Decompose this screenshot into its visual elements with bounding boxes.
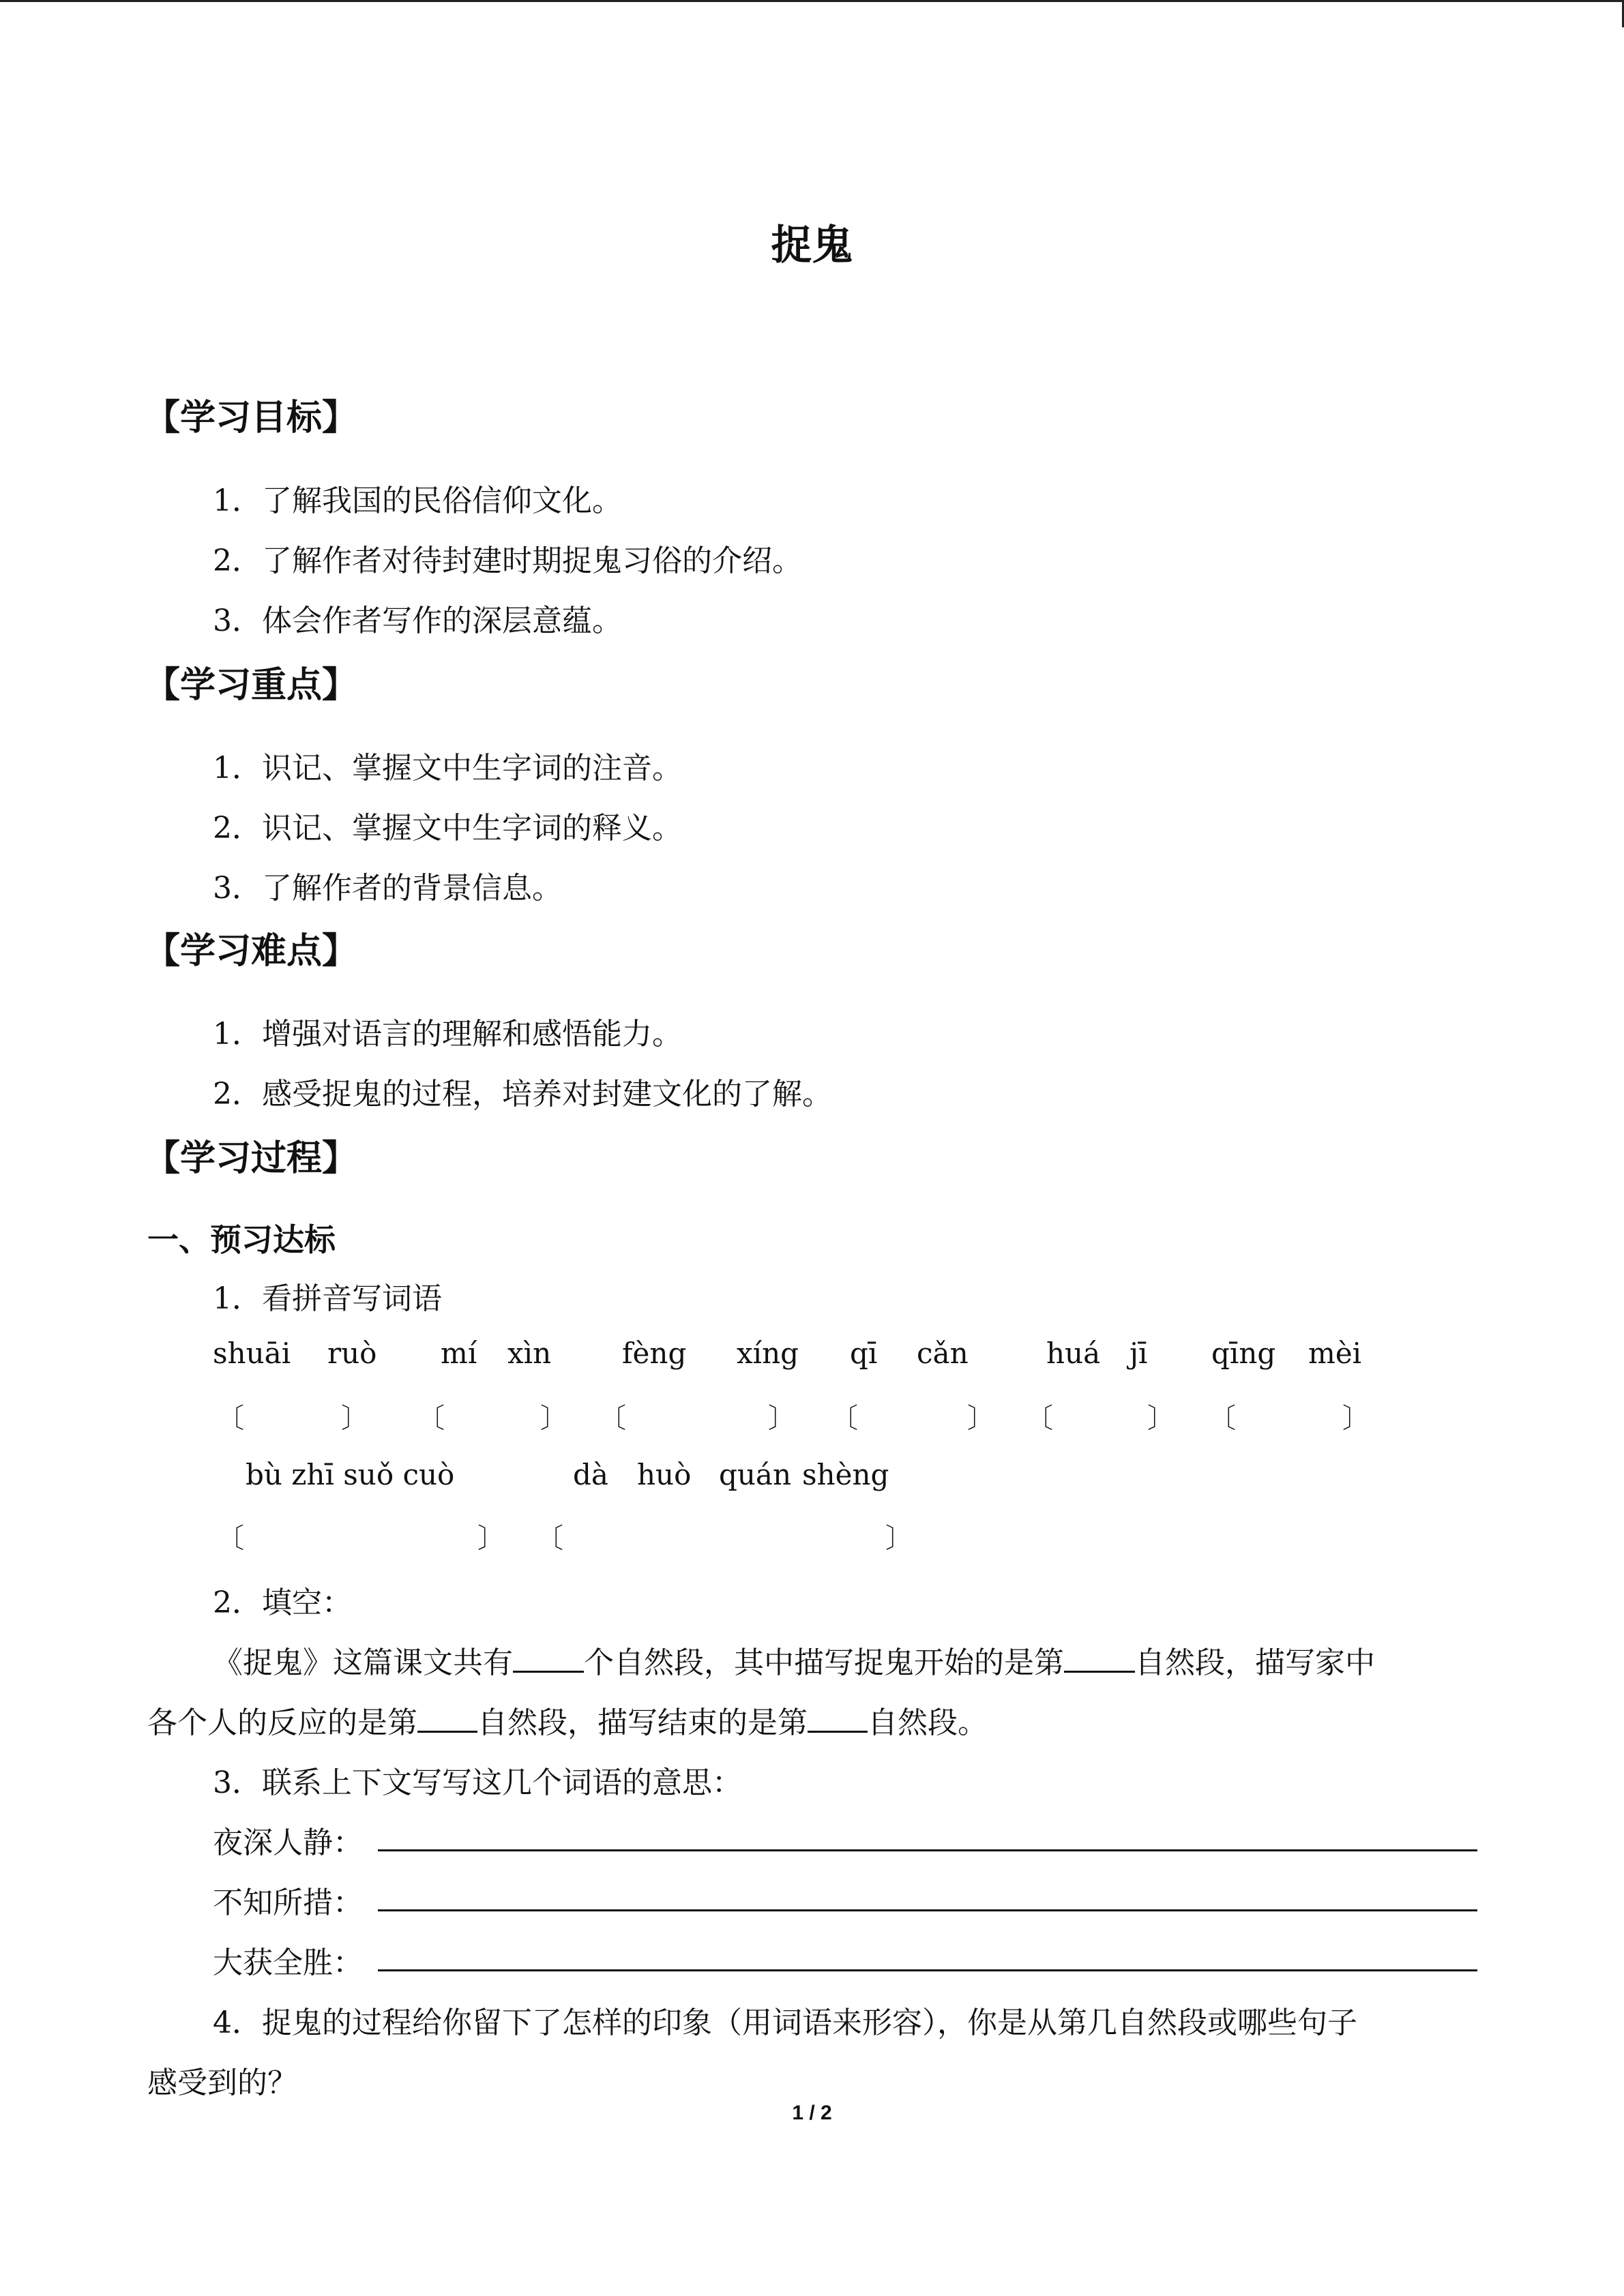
pinyin-mi: mí [441, 1337, 477, 1370]
blank-start-paragraph[interactable] [1064, 1643, 1135, 1673]
answer-box-8-close: 〕 [885, 1523, 913, 1554]
page-title: 捉鬼 [771, 222, 853, 269]
q1-label: 1．看拼音写词语 [213, 1281, 442, 1316]
answer-box-4-open: 〔 [831, 1403, 858, 1434]
process-heading: 【学习过程】 [145, 1138, 358, 1179]
answer-box-6-close: 〕 [1342, 1403, 1370, 1434]
difficulty-item-1: 1．增强对语言的理解和感悟能力。 [213, 1017, 682, 1052]
answer-box-1-open: 〔 [217, 1403, 244, 1434]
pinyin-ruo: ruò [327, 1337, 377, 1370]
pinyin-ji: jī [1130, 1337, 1148, 1370]
q3-term-2: 不知所措： [213, 1885, 363, 1920]
q2-line-1 [213, 1638, 1375, 1682]
answer-box-3-close: 〕 [768, 1403, 795, 1434]
blank-paragraph-count[interactable] [513, 1643, 584, 1673]
answer-box-4-close: 〕 [967, 1403, 994, 1434]
answer-box-7-open: 〔 [217, 1523, 244, 1554]
pinyin-shuai: shuāi [213, 1337, 291, 1370]
key-point-item-3: 3．了解作者的背景信息。 [213, 871, 562, 906]
goal-item-3: 3．体会作者写作的深层意蕴。 [213, 603, 622, 638]
answer-box-3-open: 〔 [599, 1403, 626, 1434]
goal-item-1: 1．了解我国的民俗信仰文化。 [213, 483, 622, 518]
q2-text-b: 个自然段，其中描写捉鬼开始的是第 [584, 1645, 1064, 1680]
pinyin-mei: mèi [1308, 1337, 1362, 1370]
pinyin-quan: quán [719, 1458, 792, 1491]
q4-line-2: 感受到的？ [147, 2066, 297, 2100]
difficulties-heading: 【学习难点】 [145, 931, 358, 972]
blank-end-paragraph[interactable] [808, 1703, 868, 1733]
answer-box-5-open: 〔 [1026, 1403, 1053, 1434]
q3-term-3: 大获全胜： [213, 1945, 363, 1980]
blank-reaction-paragraph[interactable] [417, 1703, 477, 1733]
pinyin-qing: qīng [1211, 1337, 1276, 1370]
q2-text-a: 《捉鬼》这篇课文共有 [213, 1645, 513, 1680]
pinyin-hua: huá [1046, 1337, 1101, 1370]
goals-heading: 【学习目标】 [145, 398, 358, 438]
goal-item-2: 2．了解作者对待封建时期捉鬼习俗的介绍。 [213, 543, 802, 578]
q2-text-d: 各个人的反应的是第 [147, 1705, 417, 1740]
pinyin-bu-zhi-suo-cuo: bù zhī suǒ cuò [246, 1458, 455, 1491]
q2-text-e: 自然段，描写结束的是第 [477, 1705, 808, 1740]
page-top-border [0, 0, 1624, 2]
q2-text-f: 自然段。 [868, 1705, 988, 1740]
answer-line-3[interactable] [378, 1969, 1477, 1971]
q3-label: 3．联系上下文写写这几个词语的意思： [213, 1765, 742, 1800]
pinyin-sheng: shèng [802, 1458, 889, 1491]
key-points-heading: 【学习重点】 [145, 665, 358, 706]
answer-line-2[interactable] [378, 1909, 1477, 1911]
page-number: 1 / 2 [792, 2102, 832, 2124]
q3-term-1: 夜深人静： [213, 1825, 363, 1860]
answer-box-6-open: 〔 [1209, 1403, 1236, 1434]
pinyin-huo: huò [637, 1458, 692, 1491]
answer-box-8-open: 〔 [536, 1523, 563, 1554]
key-point-item-2: 2．识记、掌握文中生字词的释义。 [213, 811, 682, 846]
pinyin-qi: qī [850, 1337, 878, 1370]
answer-box-2-close: 〕 [540, 1403, 567, 1434]
pinyin-xin: xìn [507, 1337, 552, 1370]
q4-line-1: 4．捉鬼的过程给你留下了怎样的印象（用词语来形容），你是从第几自然段或哪些句子 [213, 2006, 1357, 2040]
difficulty-item-2: 2．感受捉鬼的过程，培养对封建文化的了解。 [213, 1077, 832, 1112]
q2-label: 2．填空： [213, 1585, 352, 1620]
q2-text-c: 自然段，描写家中 [1135, 1645, 1375, 1680]
section-preview-heading: 一、预习达标 [147, 1221, 336, 1258]
answer-box-1-close: 〕 [341, 1403, 368, 1434]
answer-box-2-open: 〔 [417, 1403, 445, 1434]
key-point-item-1: 1．识记、掌握文中生字词的注音。 [213, 751, 682, 786]
answer-box-5-close: 〕 [1147, 1403, 1175, 1434]
pinyin-can: cǎn [917, 1337, 969, 1370]
answer-box-7-close: 〕 [477, 1523, 505, 1554]
pinyin-da: dà [573, 1458, 608, 1491]
pinyin-feng: fèng [622, 1337, 687, 1370]
pinyin-xing: xíng [737, 1337, 799, 1370]
q2-line-2 [147, 1698, 988, 1742]
answer-line-1[interactable] [378, 1849, 1477, 1851]
